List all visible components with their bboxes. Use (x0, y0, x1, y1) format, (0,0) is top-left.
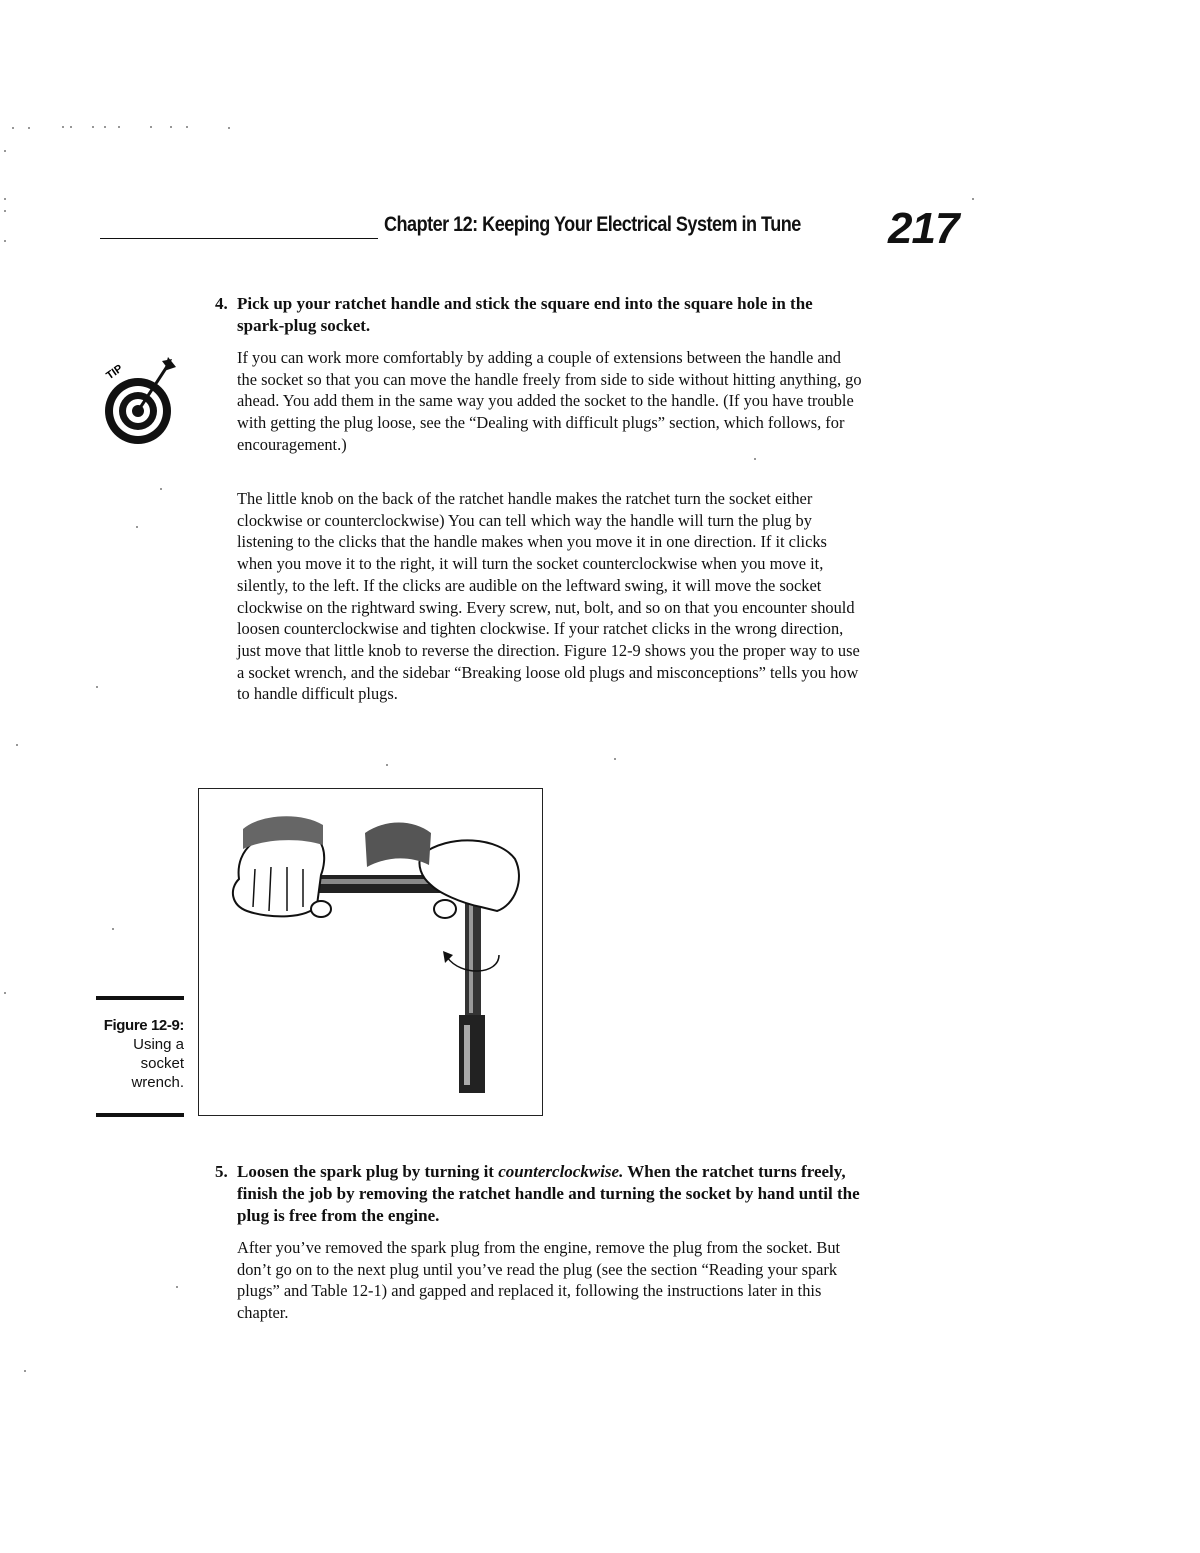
tip-paragraph: If you can work more comfortably by adding a couple of extensions between the handle and the socket so that you can move the handle freely from side to side without hitting anything, go ahead. You add them in the same way you added the socket to the handle. (If you have trouble with getting the plug loose, see the “Dealing with difficult plugs” section, which follows, for encouragement.) (237, 348, 862, 454)
step-5-text-before: Loosen the spark plug by turning it (237, 1162, 499, 1181)
step-5-text-after: When the ratchet turns freely, finish the job by removing the ratchet handle and turning the socket by hand until the plug is free from the engine. (237, 1162, 860, 1225)
ratchet-knob-paragraph: The little knob on the back of the ratchet handle makes the ratchet turn the socket either clockwise or counterclockwise) You can tell which way the handle will turn the plug by listening to the clicks that the handle makes when you move it in one direction. If it clicks when you move it to the right, it will turn the socket counterclockwise when you move it, silently, to the left. If the clicks are audible on the leftward swing, it will move the socket clockwise on the rightward swing. Every screw, nut, bolt, and so on that you encounter should loosen counterclockwise and tighten clockwise. If your ratchet clicks in the wrong direction, just move that little knob to reverse the direction. Figure 12-9 shows you the proper way to use a socket wrench, and the sidebar “Breaking loose old plugs and misconceptions” tells you how to handle difficult plugs. (237, 489, 860, 704)
header-rule (100, 238, 378, 239)
tip-icon-label: TIP (104, 362, 126, 383)
step-text (237, 1161, 862, 1227)
figure-caption (96, 1016, 184, 1092)
step-text: Pick up your ratchet handle and stick the square end into the square hole in the spark-plug socket. (237, 294, 813, 335)
chapter-title: Chapter 12: Keeping Your Electrical System in Tune (384, 213, 801, 236)
figure-caption-text: Using a socket wrench. (131, 1036, 184, 1091)
figure-label: Figure 12-9: (103, 1017, 184, 1034)
after-removal-paragraph: After you’ve removed the spark plug from the engine, remove the plug from the socket. But don’t go on to the next plug until you’ve read the plug (see the section “Reading your spark plugs” and Table 12-1) and gapped and replaced it, following the instructions later in this chapter. (237, 1238, 841, 1323)
figure-12-9-frame (198, 788, 543, 1116)
step-5-emphasis: counterclockwise. (498, 1162, 624, 1181)
figure-caption-rule-bottom (96, 1113, 184, 1117)
step-number: 5. (215, 1162, 228, 1181)
tip-target-icon (98, 355, 182, 447)
page-number: 217 (888, 204, 959, 253)
step-number: 4. (215, 294, 228, 313)
figure-caption-rule-top (96, 996, 184, 1000)
socket-wrench-illustration (199, 789, 541, 1114)
